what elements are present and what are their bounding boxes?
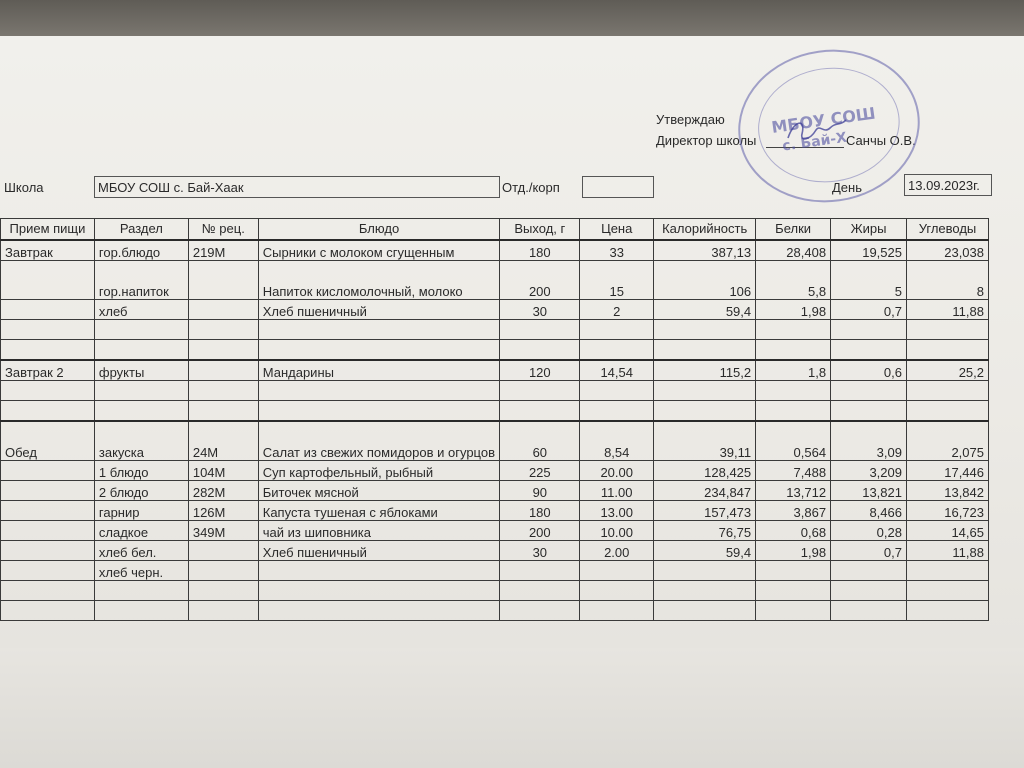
cell-price xyxy=(580,381,654,401)
cell-section: фрукты xyxy=(94,360,188,381)
col-fat: Жиры xyxy=(831,219,907,241)
cell-kcal: 59,4 xyxy=(654,541,756,561)
table-row xyxy=(1,360,989,381)
cell-carbs xyxy=(906,601,988,621)
cell-dish xyxy=(258,561,500,581)
table-row xyxy=(1,401,989,422)
cell-recipe xyxy=(188,320,258,340)
cell-recipe xyxy=(188,401,258,422)
cell-carbs: 23,038 xyxy=(906,240,988,261)
cell-price xyxy=(580,581,654,601)
cell-kcal xyxy=(654,581,756,601)
table-row xyxy=(1,240,989,261)
cell-output: 200 xyxy=(500,261,580,300)
cell-section: гарнир xyxy=(94,501,188,521)
cell-fat: 3,09 xyxy=(831,421,907,461)
cell-carbs xyxy=(906,561,988,581)
cell-dish: Салат из свежих помидоров и огурцов xyxy=(258,421,500,461)
cell-section xyxy=(94,401,188,422)
table-row xyxy=(1,320,989,340)
cell-dish xyxy=(258,581,500,601)
table-row xyxy=(1,300,989,320)
cell-output xyxy=(500,581,580,601)
cell-fat: 3,209 xyxy=(831,461,907,481)
cell-dish xyxy=(258,340,500,361)
table-row xyxy=(1,601,989,621)
cell-fat: 0,7 xyxy=(831,300,907,320)
table-row xyxy=(1,381,989,401)
cell-recipe xyxy=(188,541,258,561)
cell-meal xyxy=(1,401,95,422)
day-label: День xyxy=(832,180,862,195)
cell-price: 2.00 xyxy=(580,541,654,561)
cell-protein: 1,98 xyxy=(756,541,831,561)
cell-output xyxy=(500,401,580,422)
cell-kcal xyxy=(654,561,756,581)
cell-price: 14,54 xyxy=(580,360,654,381)
cell-output xyxy=(500,381,580,401)
cell-carbs: 25,2 xyxy=(906,360,988,381)
cell-protein: 0,68 xyxy=(756,521,831,541)
cell-recipe xyxy=(188,381,258,401)
cell-fat: 0,6 xyxy=(831,360,907,381)
cell-kcal xyxy=(654,381,756,401)
cell-section xyxy=(94,340,188,361)
cell-section: сладкое xyxy=(94,521,188,541)
cell-meal xyxy=(1,541,95,561)
cell-kcal xyxy=(654,340,756,361)
cell-dish: Хлеб пшеничный xyxy=(258,300,500,320)
school-field xyxy=(94,176,500,198)
cell-protein: 1,98 xyxy=(756,300,831,320)
cell-meal: Завтрак 2 xyxy=(1,360,95,381)
cell-fat xyxy=(831,601,907,621)
cell-output: 120 xyxy=(500,360,580,381)
col-section: Раздел xyxy=(94,219,188,241)
cell-meal xyxy=(1,601,95,621)
cell-recipe xyxy=(188,561,258,581)
cell-output: 30 xyxy=(500,300,580,320)
cell-fat xyxy=(831,340,907,361)
director-name: Санчы О.В. xyxy=(846,133,916,148)
cell-meal xyxy=(1,381,95,401)
col-recipe: № рец. xyxy=(188,219,258,241)
school-value: МБОУ СОШ с. Бай-Хаак xyxy=(98,180,244,195)
col-dish: Блюдо xyxy=(258,219,500,241)
cell-recipe xyxy=(188,300,258,320)
cell-output xyxy=(500,561,580,581)
cell-price: 15 xyxy=(580,261,654,300)
cell-carbs xyxy=(906,581,988,601)
cell-fat: 13,821 xyxy=(831,481,907,501)
table-row xyxy=(1,261,989,300)
cell-fat: 0,28 xyxy=(831,521,907,541)
cell-kcal: 39,11 xyxy=(654,421,756,461)
cell-price: 2 xyxy=(580,300,654,320)
table-row xyxy=(1,461,989,481)
cell-protein: 13,712 xyxy=(756,481,831,501)
col-carbs: Углеводы xyxy=(906,219,988,241)
table-row xyxy=(1,541,989,561)
cell-kcal xyxy=(654,401,756,422)
cell-fat: 19,525 xyxy=(831,240,907,261)
cell-kcal: 59,4 xyxy=(654,300,756,320)
background-surface xyxy=(0,0,1024,36)
cell-meal xyxy=(1,501,95,521)
cell-output: 30 xyxy=(500,541,580,561)
cell-carbs: 17,446 xyxy=(906,461,988,481)
cell-carbs: 2,075 xyxy=(906,421,988,461)
cell-carbs: 13,842 xyxy=(906,481,988,501)
cell-kcal: 157,473 xyxy=(654,501,756,521)
cell-recipe: 126М xyxy=(188,501,258,521)
table-surface xyxy=(0,648,1024,768)
stamp-line-2: с. Бай-Х xyxy=(781,129,848,155)
cell-section: 2 блюдо xyxy=(94,481,188,501)
cell-carbs xyxy=(906,340,988,361)
cell-carbs xyxy=(906,381,988,401)
cell-protein: 0,564 xyxy=(756,421,831,461)
cell-meal: Завтрак xyxy=(1,240,95,261)
director-label: Директор школы xyxy=(656,133,757,148)
stamp-line-1: МБОУ СОШ xyxy=(770,103,877,137)
cell-section xyxy=(94,320,188,340)
cell-recipe: 349М xyxy=(188,521,258,541)
cell-protein: 3,867 xyxy=(756,501,831,521)
cell-fat: 0,7 xyxy=(831,541,907,561)
cell-kcal: 234,847 xyxy=(654,481,756,501)
cell-price xyxy=(580,320,654,340)
cell-section xyxy=(94,581,188,601)
cell-fat: 8,466 xyxy=(831,501,907,521)
cell-carbs xyxy=(906,401,988,422)
cell-dish xyxy=(258,401,500,422)
cell-protein xyxy=(756,320,831,340)
cell-fat xyxy=(831,561,907,581)
cell-dish xyxy=(258,601,500,621)
cell-protein xyxy=(756,561,831,581)
cell-section: гор.блюдо xyxy=(94,240,188,261)
menu-table xyxy=(0,218,989,621)
cell-recipe: 219М xyxy=(188,240,258,261)
cell-protein xyxy=(756,381,831,401)
cell-price: 20.00 xyxy=(580,461,654,481)
table-row xyxy=(1,521,989,541)
cell-price: 8,54 xyxy=(580,421,654,461)
cell-meal xyxy=(1,561,95,581)
cell-dish: Хлеб пшеничный xyxy=(258,541,500,561)
cell-meal xyxy=(1,261,95,300)
col-output: Выход, г xyxy=(500,219,580,241)
dept-field xyxy=(582,176,654,198)
cell-price xyxy=(580,601,654,621)
day-field xyxy=(904,174,992,196)
cell-kcal: 76,75 xyxy=(654,521,756,541)
cell-price: 11.00 xyxy=(580,481,654,501)
cell-carbs xyxy=(906,320,988,340)
cell-meal xyxy=(1,320,95,340)
table-row xyxy=(1,581,989,601)
cell-carbs: 14,65 xyxy=(906,521,988,541)
cell-carbs: 8 xyxy=(906,261,988,300)
cell-output: 180 xyxy=(500,501,580,521)
cell-meal xyxy=(1,300,95,320)
table-row xyxy=(1,501,989,521)
cell-meal xyxy=(1,340,95,361)
cell-output xyxy=(500,320,580,340)
cell-kcal: 106 xyxy=(654,261,756,300)
cell-kcal xyxy=(654,320,756,340)
cell-protein: 1,8 xyxy=(756,360,831,381)
table-row xyxy=(1,421,989,461)
cell-meal: Обед xyxy=(1,421,95,461)
cell-protein: 7,488 xyxy=(756,461,831,481)
cell-fat: 5 xyxy=(831,261,907,300)
table-row xyxy=(1,481,989,501)
cell-section: хлеб бел. xyxy=(94,541,188,561)
cell-kcal: 128,425 xyxy=(654,461,756,481)
cell-output xyxy=(500,601,580,621)
cell-dish: Напиток кисломолочный, молоко xyxy=(258,261,500,300)
cell-price: 13.00 xyxy=(580,501,654,521)
cell-recipe xyxy=(188,340,258,361)
cell-section xyxy=(94,381,188,401)
cell-section: закуска xyxy=(94,421,188,461)
cell-carbs: 11,88 xyxy=(906,300,988,320)
cell-section: хлеб xyxy=(94,300,188,320)
cell-recipe: 282М xyxy=(188,481,258,501)
cell-fat xyxy=(831,401,907,422)
col-meal: Прием пищи xyxy=(1,219,95,241)
cell-kcal xyxy=(654,601,756,621)
cell-dish: Сырники с молоком сгущенным xyxy=(258,240,500,261)
cell-kcal: 387,13 xyxy=(654,240,756,261)
cell-kcal: 115,2 xyxy=(654,360,756,381)
table-row xyxy=(1,561,989,581)
table-header-row xyxy=(1,219,989,241)
cell-fat xyxy=(831,381,907,401)
cell-protein: 5,8 xyxy=(756,261,831,300)
signature xyxy=(780,112,850,148)
table-row xyxy=(1,340,989,361)
cell-section: гор.напиток xyxy=(94,261,188,300)
cell-recipe xyxy=(188,601,258,621)
cell-price xyxy=(580,340,654,361)
cell-dish xyxy=(258,320,500,340)
cell-recipe: 104М xyxy=(188,461,258,481)
cell-dish: Биточек мясной xyxy=(258,481,500,501)
cell-protein xyxy=(756,340,831,361)
cell-output: 225 xyxy=(500,461,580,481)
cell-section: 1 блюдо xyxy=(94,461,188,481)
cell-recipe xyxy=(188,581,258,601)
cell-dish: чай из шиповника xyxy=(258,521,500,541)
cell-meal xyxy=(1,581,95,601)
dept-label: Отд./корп xyxy=(502,180,560,195)
cell-recipe: 24М xyxy=(188,421,258,461)
cell-carbs: 16,723 xyxy=(906,501,988,521)
cell-protein xyxy=(756,601,831,621)
cell-recipe xyxy=(188,261,258,300)
cell-output: 200 xyxy=(500,521,580,541)
col-kcal: Калорийность xyxy=(654,219,756,241)
cell-fat xyxy=(831,581,907,601)
cell-price: 33 xyxy=(580,240,654,261)
cell-meal xyxy=(1,521,95,541)
cell-carbs: 11,88 xyxy=(906,541,988,561)
cell-price xyxy=(580,561,654,581)
cell-dish: Мандарины xyxy=(258,360,500,381)
day-value: 13.09.2023г. xyxy=(908,178,980,193)
cell-recipe xyxy=(188,360,258,381)
cell-dish: Капуста тушеная с яблоками xyxy=(258,501,500,521)
school-label: Школа xyxy=(4,180,44,195)
cell-output xyxy=(500,340,580,361)
cell-section: хлеб черн. xyxy=(94,561,188,581)
cell-output: 180 xyxy=(500,240,580,261)
cell-meal xyxy=(1,481,95,501)
cell-price xyxy=(580,401,654,422)
cell-protein xyxy=(756,581,831,601)
cell-dish: Суп картофельный, рыбный xyxy=(258,461,500,481)
col-protein: Белки xyxy=(756,219,831,241)
cell-protein xyxy=(756,401,831,422)
col-price: Цена xyxy=(580,219,654,241)
cell-section xyxy=(94,601,188,621)
cell-dish xyxy=(258,381,500,401)
approve-label: Утверждаю xyxy=(656,112,725,127)
cell-output: 60 xyxy=(500,421,580,461)
cell-output: 90 xyxy=(500,481,580,501)
cell-meal xyxy=(1,461,95,481)
cell-fat xyxy=(831,320,907,340)
cell-protein: 28,408 xyxy=(756,240,831,261)
cell-price: 10.00 xyxy=(580,521,654,541)
